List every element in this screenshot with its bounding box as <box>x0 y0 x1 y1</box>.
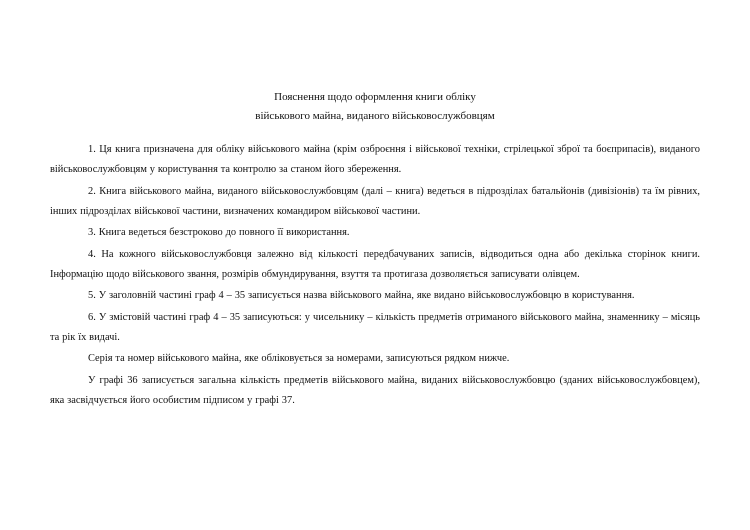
paragraph-3: 3. Книга ведеться безстроково до повного її використання. <box>88 227 350 238</box>
paragraph-2: 2. Книга військового майна, виданого військовослужбовцям (далі – книга) ведеться в підрозділах батальйонів (дивізіонів) та їм рівних, інших підрозділах військової частини, визначених командиром військової частини. <box>50 185 700 217</box>
paragraph-8: У графі 36 записується загальна кількість предметів військового майна, виданих військовослужбовцю (зданих військовослужбовцем), яка засвідчується його особистим підписом у графі 37. <box>50 374 700 406</box>
document-body <box>50 140 700 411</box>
paragraph-5: 5. У заголовній частині граф 4 – 35 записується назва військового майна, яке видано військовослужбовцю в користування. <box>88 290 635 301</box>
paragraph-6: 6. У змістовій частині граф 4 – 35 записуються: у чисельнику – кількість предметів отриманого військового майна, знаменнику – місяць та рік їх видачі. <box>50 311 700 343</box>
paragraph-7: Серія та номер військового майна, яке обліковується за номерами, записуються рядком нижче. <box>88 353 510 364</box>
document-title <box>0 88 750 126</box>
title-line-1: Пояснення щодо оформлення книги обліку <box>274 91 476 103</box>
paragraph-1: 1. Ця книга призначена для обліку військового майна (крім озброєння і військової техніки, стрілецької зброї та боєприпасів), виданого військовослужбовцям у користування та контролю за станом його збереження. <box>50 144 700 175</box>
paragraph-4: 4. На кожного військовослужбовця залежно від кількості передбачуваних записів, відводиться одна або декілька сторінок книги. Інформацію щодо військового звання, розмірів обмундирування, взуття та протигаза дозволяється записувати олівцем. <box>50 248 700 280</box>
title-line-2: військового майна, виданого військовослужбовцям <box>255 110 495 122</box>
